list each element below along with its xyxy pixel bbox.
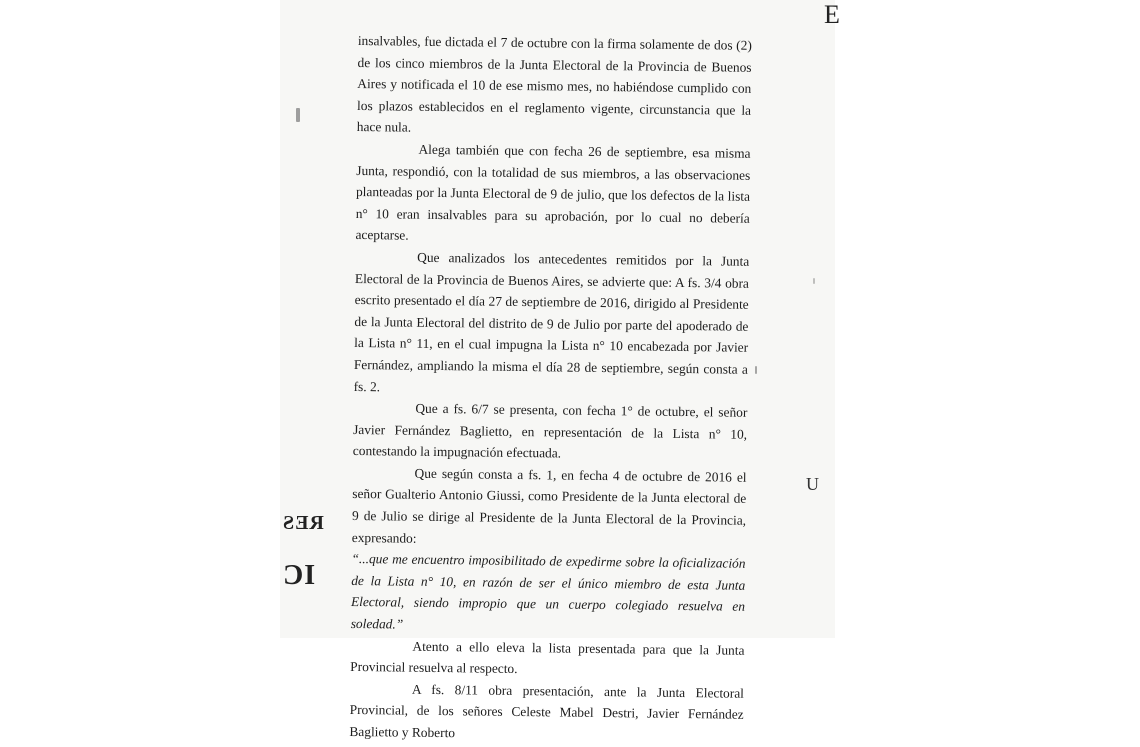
paragraph-7: A fs. 8/11 obra presentación, ante la Junta Electoral Provincial, de los señores Celeste Mabel Destri, Javier Fernández Baglietto y Roberto: [349, 681, 745, 741]
paragraph-4: Que a fs. 6/7 se presenta, con fecha 1° de octubre, el señor Javier Fernández Baglietto, en representación de la Lista n° 10, contestando la impugnación efectuada.: [352, 400, 748, 461]
scan-speck: [813, 278, 815, 284]
scan-speck: [755, 366, 757, 374]
paragraph-3: Que analizados los antecedentes remitidos por la Junta Electoral de la Provincia de Buenos Aires, se advierte que: A fs. 3/4 obra escrito presentado el día 27 de septiembre de 2016, dirigido al Presidente de la Junta Electoral del distrito de 9 de Julio por parte del apoderado de la Lista n° 11, en el cual impugna la Lista n° 10 encabezada por Javier Fernández, ampliando la misma el día 28 de septiembre, según consta a fs. 2.: [353, 249, 750, 394]
paragraph-6: Atento a ello eleva la lista presentada para que la Junta Provincial resuelva al respecto.: [350, 638, 745, 677]
document-body: [349, 30, 752, 747]
margin-mark-top-right: E: [824, 0, 840, 29]
paragraph-2: Alega también que con fecha 26 de septiembre, esa misma Junta, respondió, con la totalidad de sus miembros, a las observaciones planteadas por la Junta Electoral de 9 de julio, que los defectos de la lista n° 10 eran insalvables para su aprobación, por lo cual no debería aceptarse.: [355, 141, 751, 243]
quote-paragraph: “...que me encuentro imposibilitado de expedirme sobre la oficialización de la Lista n° 10, en razón de ser el único miembro de esta Junta Electoral, siendo impropio que un cuerpo colegiado resuelva en soledad.”: [350, 551, 746, 632]
margin-mark-left-lower: IC: [282, 560, 316, 591]
paragraph-5: Que según consta a fs. 1, en fecha 4 de octubre de 2016 el señor Gualterio Antonio Giussi, como Presidente de la Junta electoral de 9 de Julio se dirige al Presidente de la Junta Electoral de la Provincia, expresando:: [351, 465, 747, 546]
margin-mark-right: U: [806, 474, 819, 494]
margin-mark-left-upper: RES: [282, 512, 324, 534]
scan-speck: [296, 108, 300, 122]
paragraph-1: insalvables, fue dictada el 7 de octubre con la firma solamente de dos (2) de los cinco miembros de la Junta Electoral de la Provincia de Buenos Aires y notificada el 10 de ese mismo mes, no habiéndose cumplido con los plazos establecidos en el reglamento vigente, circunstancia que la hace nula.: [356, 32, 752, 136]
